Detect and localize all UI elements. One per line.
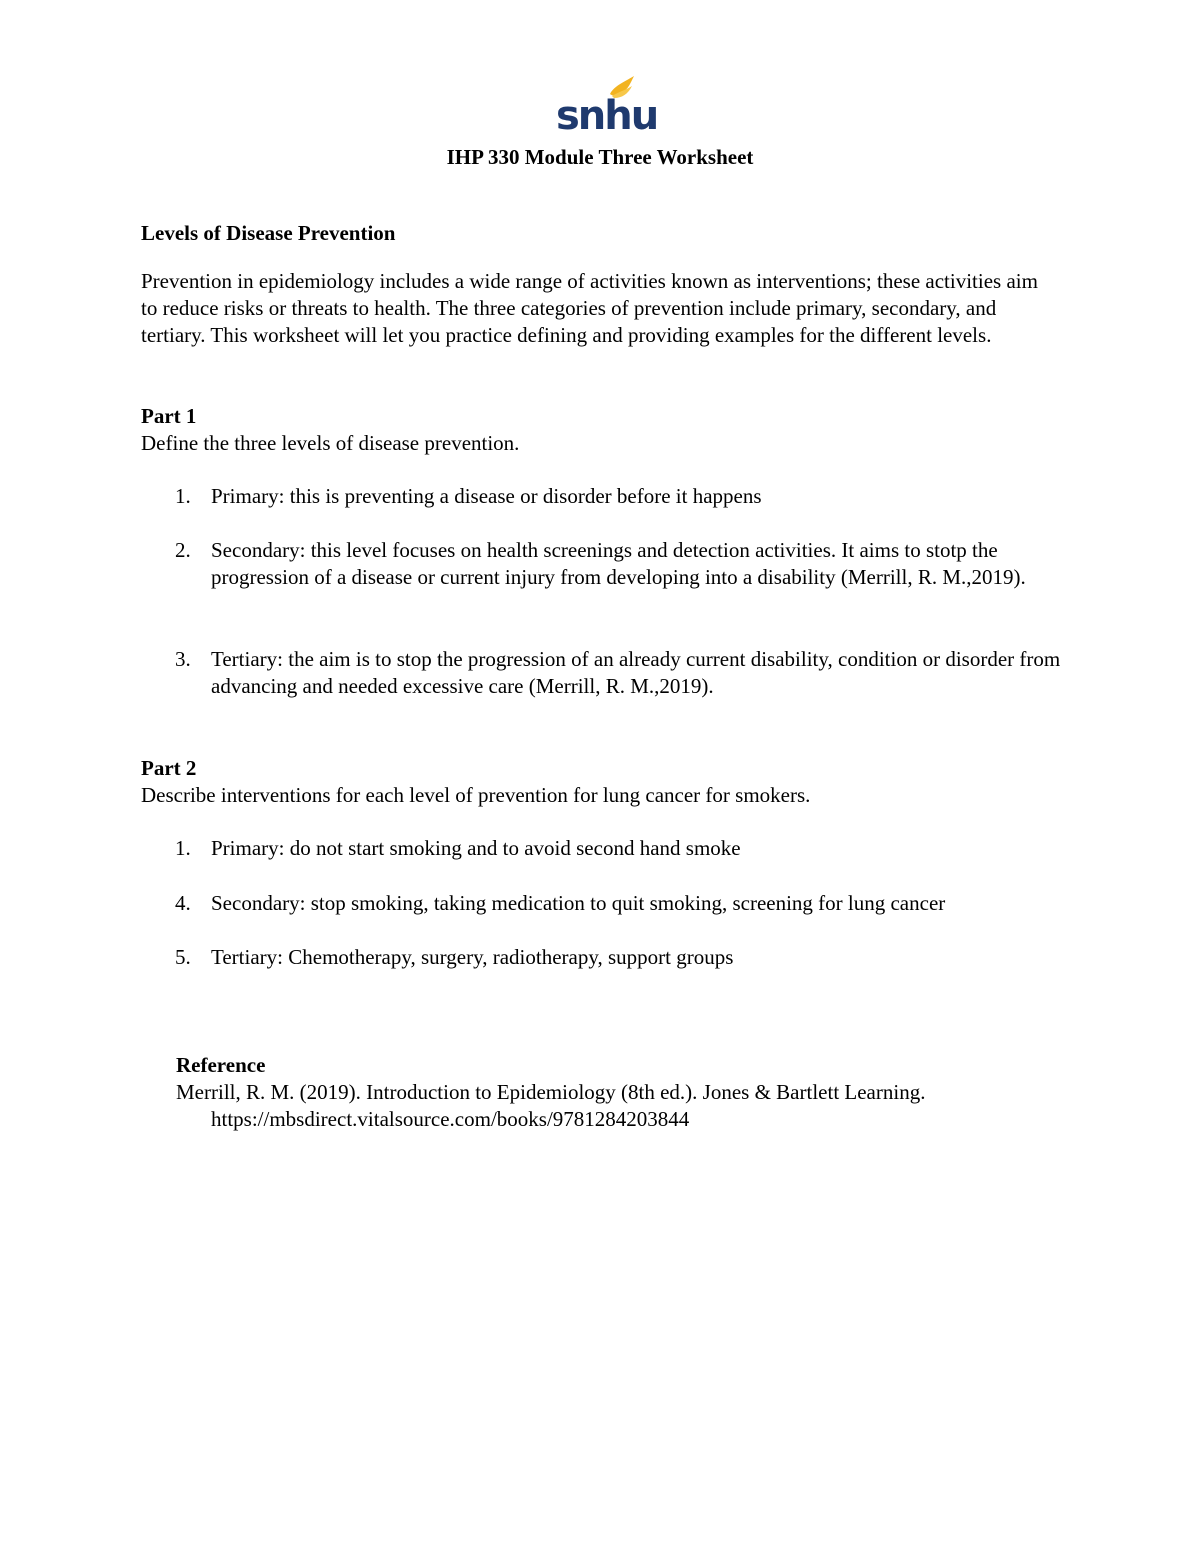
intro-paragraph: Prevention in epidemiology includes a wide range of activities known as interventions; these activities aim to reduce risks or threats to health. The three categories of prevention include primary, secondary, and tertiary. This worksheet will let you practice defining and providing examples for the different levels. — [141, 269, 1038, 347]
part2-instruction: Describe interventions for each level of prevention for lung cancer for smokers. — [141, 783, 811, 807]
section-heading: Levels of Disease Prevention — [141, 221, 396, 245]
part2-title: Part 2 — [141, 756, 197, 780]
list-item-text: Secondary: this level focuses on health screenings and detection activities. It aims to stotp the progression of a disease or current injury from developing into a disability (Merrill, R. M.,2019). — [211, 538, 1026, 589]
part1-title: Part 1 — [141, 404, 197, 428]
list-item-text: Primary: do not start smoking and to avoid second hand smoke — [211, 836, 741, 860]
document-title: IHP 330 Module Three Worksheet — [446, 145, 754, 169]
reference-entry — [176, 1079, 1056, 1133]
list-number: 1. — [175, 836, 191, 860]
list-item-text: Secondary: stop smoking, taking medication to quit smoking, screening for lung cancer — [211, 891, 946, 915]
part1-list-item — [141, 646, 1081, 700]
list-number: 4. — [175, 891, 191, 915]
flame-icon — [554, 74, 658, 139]
reference-title: Reference — [176, 1053, 266, 1077]
part2-list-item — [141, 835, 1081, 862]
list-item-text: Tertiary: the aim is to stop the progression of an already current disability, condition or disorder from advancing and needed excessive care (Merrill, R. M.,2019). — [211, 647, 1061, 698]
reference-url: https://mbsdirect.vitalsource.com/books/9781284203844 — [211, 1107, 690, 1131]
list-item-text: Tertiary: Chemotherapy, surgery, radiotherapy, support groups — [211, 945, 734, 969]
part2-list-item — [141, 944, 1081, 971]
list-number: 5. — [175, 945, 191, 969]
reference-citation: Merrill, R. M. (2019). Introduction to Epidemiology (8th ed.). Jones & Bartlett Learning. — [176, 1080, 926, 1104]
list-number: 3. — [175, 647, 191, 671]
part1-list-item — [141, 483, 1081, 510]
list-number: 1. — [175, 484, 191, 508]
part1-instruction: Define the three levels of disease prevention. — [141, 431, 520, 455]
list-number: 2. — [175, 538, 191, 562]
logo-wordmark: snhu — [556, 93, 658, 139]
part1-list-item — [141, 537, 1081, 591]
list-item-text: Primary: this is preventing a disease or disorder before it happens — [211, 484, 762, 508]
part2-list-item — [141, 890, 1081, 917]
snhu-logo — [554, 74, 658, 139]
